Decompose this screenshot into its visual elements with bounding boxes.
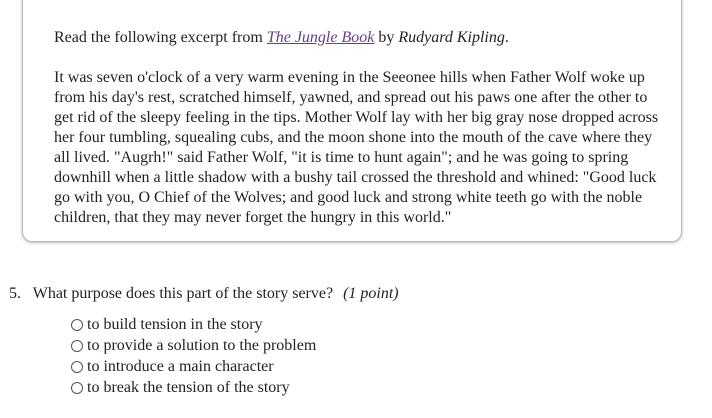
radio-button[interactable]: [71, 340, 83, 352]
answer-option-label[interactable]: to build tension in the story: [87, 315, 263, 333]
answer-option-label[interactable]: to provide a solution to the problem: [87, 336, 317, 354]
answer-option-2[interactable]: [71, 335, 316, 356]
question-text: What purpose does this part of the story serve?: [32, 285, 334, 302]
passage-intro: [54, 28, 509, 48]
radio-button[interactable]: [71, 319, 83, 331]
book-title-link[interactable]: The Jungle Book: [266, 29, 375, 46]
passage-excerpt: It was seven o'clock of a very warm evening in the Seeonee hills when Father Wolf woke up from his day's rest, scratched himself, yawned, and spread out his paws one after the other to get rid of the sleepy feeling in the tips. Mother Wolf lay with her big gray nose dropped across her four tumbling, squealing cubs, and the moon shone into the mouth of the cave where they all lived. "Augrh!" said Father Wolf, "it is time to hunt again"; and he was going to spring downhill when a little shadow with a bushy tail crossed the threshold and whined: "Good luck go with you, O Chief of the Wolves; and good luck and strong white teeth go with the noble children, that they may never forget the hungry in this world.": [54, 69, 659, 226]
question-prompt: [9, 284, 399, 304]
answer-options: [71, 314, 316, 398]
answer-option-label[interactable]: to introduce a main character: [87, 357, 274, 375]
question-points: (1 point): [343, 285, 399, 302]
intro-end: .: [504, 29, 509, 46]
answer-option-3[interactable]: [71, 356, 316, 377]
radio-button[interactable]: [71, 382, 83, 394]
intro-by: by: [374, 29, 399, 46]
answer-option-label[interactable]: to break the tension of the story: [87, 378, 290, 396]
intro-prefix: Read the following excerpt from: [54, 29, 267, 46]
question-number: 5.: [9, 285, 21, 302]
radio-button[interactable]: [71, 361, 83, 373]
passage-card: [22, 0, 682, 242]
answer-option-1[interactable]: [71, 314, 316, 335]
answer-option-4[interactable]: [71, 377, 316, 398]
author-name: Rudyard Kipling: [398, 29, 505, 46]
